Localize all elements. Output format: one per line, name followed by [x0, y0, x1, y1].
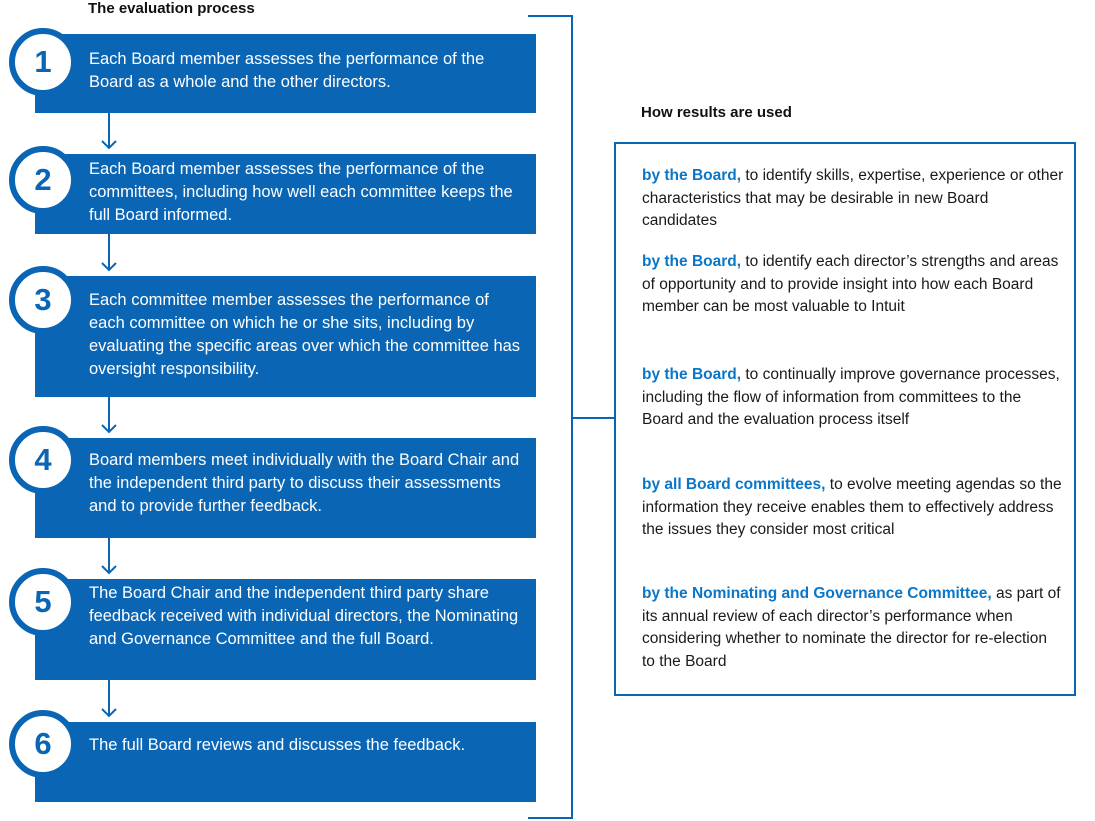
results-box [614, 142, 1076, 696]
results-title: How results are used [641, 104, 792, 121]
result-text: to continually improve governance processes, including the flow of information from committees to the Board and the evaluation process itself [642, 366, 1060, 428]
arrow-down-icon [102, 680, 116, 716]
arrow-down-icon [102, 397, 116, 432]
step-box-4 [35, 438, 536, 538]
step-text: Each committee member assesses the performance of each committee on which he or she sits, including by evaluating the specific areas over which the committee has oversight responsibility. [89, 291, 521, 378]
step-number-badge: 6 [9, 710, 77, 778]
result-lead: by the Nominating and Governance Committee, [642, 585, 992, 602]
arrow-down-icon [102, 113, 116, 148]
result-item [642, 165, 1064, 233]
result-item [642, 583, 1064, 673]
result-item [642, 474, 1064, 542]
result-lead: by the Board, [642, 366, 742, 383]
step-text: Board members meet individually with the Board Chair and the independent third party to discuss their assessments and to provide further feedback. [89, 451, 520, 515]
step-box-3 [35, 276, 536, 397]
arrow-down-icon [102, 234, 116, 270]
result-text: as part of its annual review of each director’s performance when considering whether to nominate the director for re-election to the Board [642, 585, 1061, 670]
step-text: The full Board reviews and discusses the feedback. [89, 736, 466, 754]
step-text: Each Board member assesses the performance of the committees, including how well each committee keeps the full Board informed. [89, 160, 513, 224]
result-text: to identify each director’s strengths and areas of opportunity and to provide insight into how each Board member can be most valuable to Intuit [642, 253, 1059, 315]
step-text: Each Board member assesses the performance of the Board as a whole and the other directors. [89, 50, 485, 91]
step-number-badge: 2 [9, 146, 77, 214]
step-text: The Board Chair and the independent third party share feedback received with individual directors, the Nominating and Governance Committee and the full Board. [89, 584, 519, 648]
step-box-2 [35, 154, 536, 234]
result-lead: by the Board, [642, 253, 742, 270]
process-title: The evaluation process [88, 0, 255, 17]
result-lead: by the Board, [642, 167, 742, 184]
result-text: to evolve meeting agendas so the information they receive enables them to effectively address the issues they consider most critical [642, 476, 1062, 538]
step-box-6 [35, 722, 536, 802]
arrow-down-icon [102, 538, 116, 573]
result-item [642, 251, 1064, 319]
result-item [642, 364, 1064, 432]
result-text: to identify skills, expertise, experience or other characteristics that may be desirable in new Board candidates [642, 167, 1064, 229]
step-number-badge: 4 [9, 426, 77, 494]
bracket-line [528, 16, 572, 818]
step-number-badge: 5 [9, 568, 77, 636]
result-lead: by all Board committees, [642, 476, 826, 493]
step-box-1 [35, 34, 536, 113]
step-number-badge: 3 [9, 266, 77, 334]
step-box-5 [35, 579, 536, 680]
step-number-badge: 1 [9, 28, 77, 96]
